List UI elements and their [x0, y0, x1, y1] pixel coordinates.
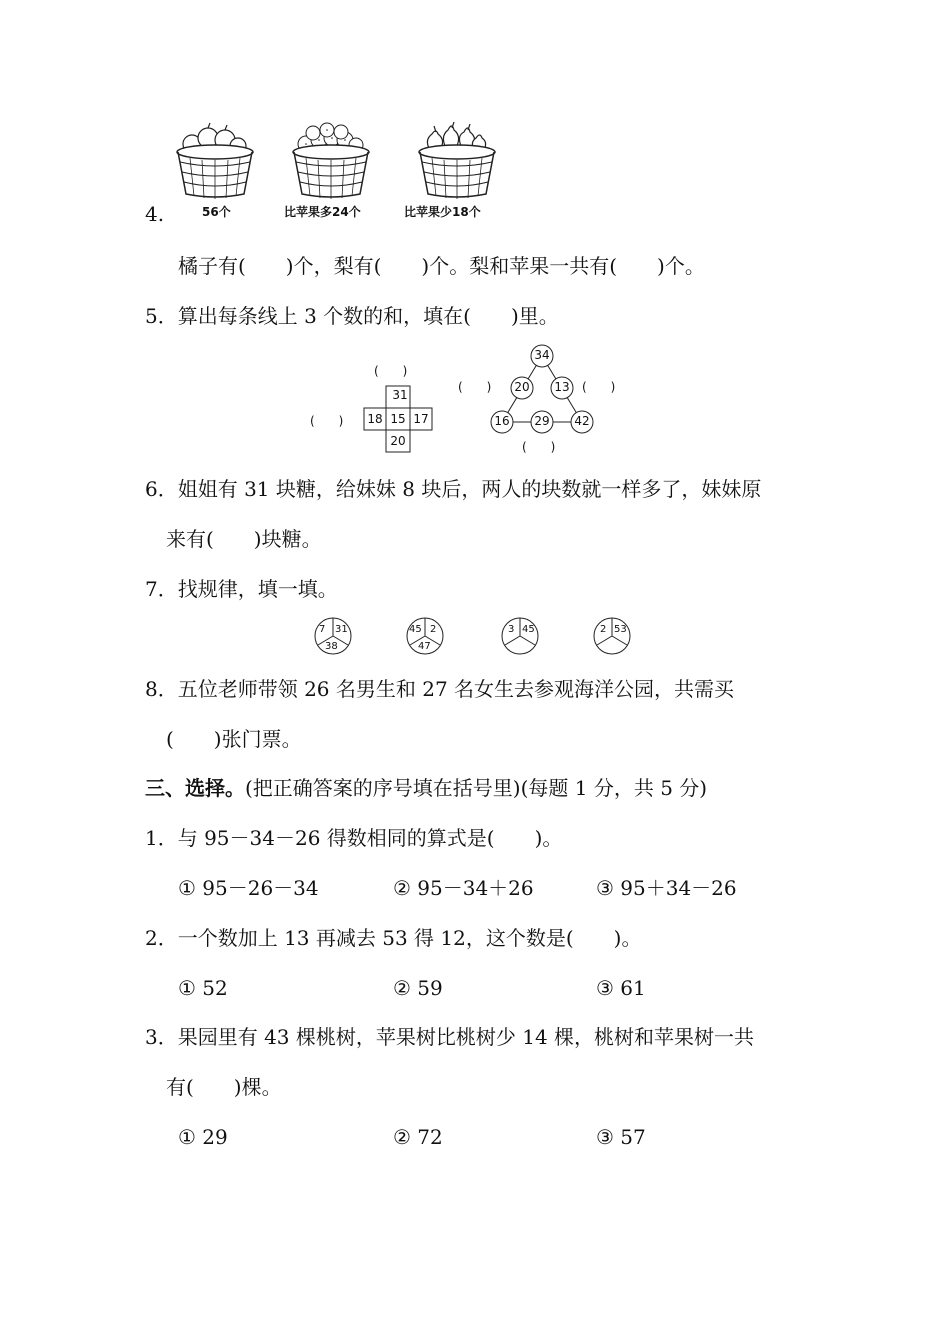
section3-heading: 三、选择。 — [145, 776, 245, 800]
choice2-option-1[interactable]: ① 52 — [178, 976, 228, 1000]
q8-line1: 8．五位老师带领 26 名男生和 27 名女生去参观海洋公园，共需买 — [145, 677, 735, 701]
q4-number: 4. — [145, 202, 165, 226]
choice2-option-2[interactable]: ② 59 — [393, 976, 443, 1000]
basket-orange — [286, 120, 376, 206]
pattern-circles — [313, 616, 643, 656]
triangle-bracket-left: ( ) — [458, 380, 492, 394]
choice3-option-2[interactable]: ② 72 — [393, 1125, 443, 1149]
triangle-mid-right-value: 13 — [554, 380, 570, 394]
choice3-option-1[interactable]: ① 29 — [178, 1125, 228, 1149]
triangle-top-value: 34 — [534, 348, 550, 362]
q8-line2: ( )张门票。 — [166, 727, 302, 751]
q6-line2: 来有( )块糖。 — [166, 527, 322, 551]
cross-bracket-left: ( ) — [310, 414, 344, 428]
q7-text: 7．找规律，填一填。 — [145, 577, 338, 601]
cross-left-cell: 18 — [367, 412, 383, 426]
choice1-question: 1．与 95－34－26 得数相同的算式是( )。 — [145, 826, 563, 850]
choice2-question: 2．一个数加上 13 再减去 53 得 12，这个数是( )。 — [145, 926, 642, 950]
q6-line1: 6．姐姐有 31 块糖，给妹妹 8 块后，两人的块数就一样多了，妹妹原 — [145, 477, 762, 501]
pattern-circle-3-shape — [500, 616, 540, 656]
pattern-circle-1-right: 31 — [335, 624, 348, 635]
basket-apple-caption: 56个 — [202, 205, 231, 219]
basket-pear-icon — [412, 120, 502, 202]
triangle-bracket-bottom: ( ) — [522, 440, 556, 454]
basket-apple — [170, 120, 260, 206]
basket-pear-caption: 比苹果少18个 — [404, 205, 481, 219]
pattern-circle-1-left: 7 — [319, 624, 326, 635]
cross-right-cell: 17 — [413, 412, 429, 426]
choice2-option-3[interactable]: ③ 61 — [596, 976, 646, 1000]
triangle-bottom-mid-value: 29 — [534, 414, 550, 428]
pattern-circle-1-bottom: 38 — [325, 641, 338, 652]
pattern-circle-2 — [405, 616, 445, 656]
triangle-bottom-left-value: 16 — [494, 414, 510, 428]
cross-center-cell: 15 — [390, 412, 406, 426]
choice1-option-3[interactable]: ③ 95＋34－26 — [596, 876, 737, 900]
pattern-circle-4-shape — [592, 616, 632, 656]
cross-bracket-top: ( ) — [374, 364, 408, 378]
choice1-option-2[interactable]: ② 95－34＋26 — [393, 876, 534, 900]
choice3-option-3[interactable]: ③ 57 — [596, 1125, 646, 1149]
pattern-circle-2-left: 45 — [409, 624, 422, 635]
q5-text: 5．算出每条线上 3 个数的和，填在( )里。 — [145, 304, 559, 328]
section3-title — [145, 776, 707, 800]
choice1-option-1[interactable]: ① 95－26－34 — [178, 876, 319, 900]
pattern-circle-4-right: 53 — [614, 624, 627, 635]
pattern-circle-2-bottom: 47 — [418, 641, 431, 652]
triangle-bottom-right-value: 42 — [574, 414, 590, 428]
triangle-mid-left-value: 20 — [514, 380, 530, 394]
basket-apple-icon — [170, 120, 260, 202]
cross-top-cell: 31 — [392, 388, 408, 402]
q4-question-line: 橘子有( )个，梨有( )个。梨和苹果一共有( )个。 — [178, 254, 705, 278]
pattern-circle-3 — [500, 616, 540, 656]
triangle-bracket-right: ( ) — [582, 380, 616, 394]
choice3-question-line1: 3．果园里有 43 棵桃树，苹果树比桃树少 14 棵，桃树和苹果树一共 — [145, 1025, 755, 1049]
basket-pear — [412, 120, 502, 206]
section3-note: (把正确答案的序号填在括号里)(每题 1 分，共 5 分) — [245, 776, 708, 800]
cross-bottom-cell: 20 — [390, 434, 406, 448]
pattern-circle-1 — [313, 616, 353, 656]
pattern-circle-3-right: 45 — [522, 624, 535, 635]
pattern-circle-4-left: 2 — [600, 624, 607, 635]
basket-orange-caption: 比苹果多24个 — [284, 205, 361, 219]
pattern-circle-3-left: 3 — [508, 624, 515, 635]
pattern-circle-2-right: 2 — [430, 624, 437, 635]
choice3-question-line2: 有( )棵。 — [166, 1075, 282, 1099]
basket-orange-icon — [286, 120, 376, 202]
pattern-circle-4 — [592, 616, 632, 656]
